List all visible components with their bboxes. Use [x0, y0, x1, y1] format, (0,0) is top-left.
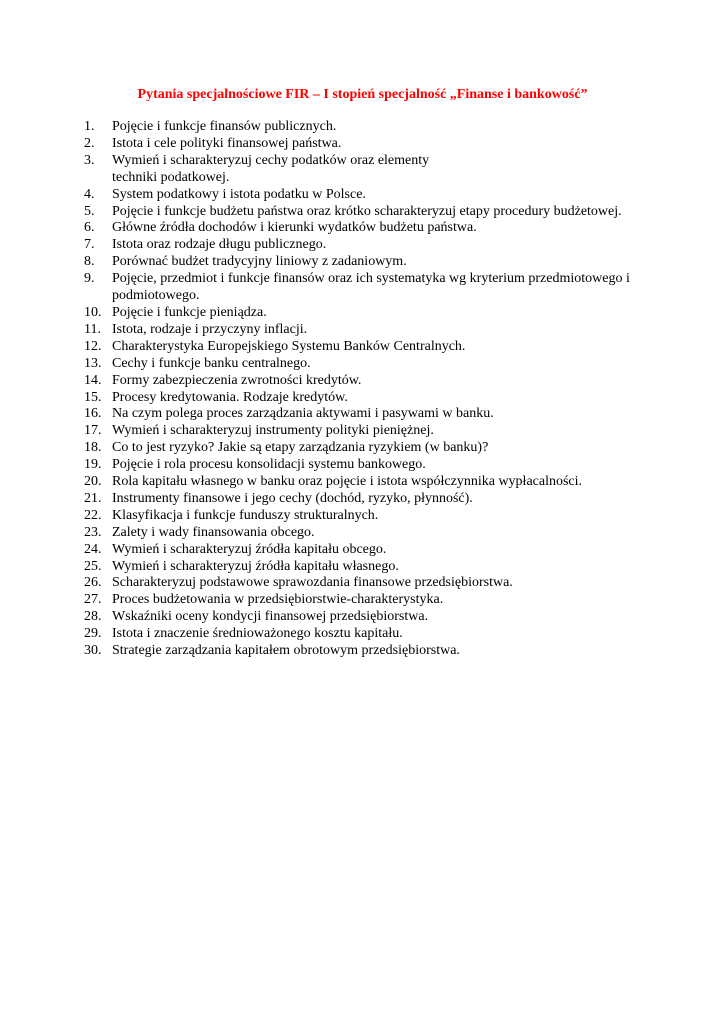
question-item: [84, 187, 664, 204]
question-item: [84, 271, 664, 305]
question-text: Pojęcie i funkcje finansów publicznych.: [112, 119, 337, 134]
question-number: 28.: [84, 609, 102, 625]
question-text: Pojęcie i funkcje pieniądza.: [112, 304, 267, 320]
question-text: Pojęcie, przedmiot i funkcje finansów oraz ich systematyka wg kryterium przedmiotowego i podmiotowego.: [112, 271, 630, 304]
question-number: 8.: [84, 254, 95, 270]
question-text: Istota oraz rodzaje długu publicznego.: [112, 237, 327, 253]
question-text: System podatkowy i istota podatku w Polsce.: [112, 186, 366, 202]
question-item: [84, 119, 664, 136]
question-item: [84, 322, 664, 339]
question-text: Istota i cele polityki finansowej państwa.: [112, 135, 342, 151]
question-number: 10.: [84, 304, 102, 320]
question-text: Istota, rodzaje i przyczyny inflacji.: [112, 321, 308, 337]
question-text: Proces budżetowania w przedsiębiorstwie-charakterystyka.: [112, 592, 444, 608]
question-number: 11.: [84, 321, 101, 337]
question-text: Pojęcie i funkcje budżetu państwa oraz krótko scharakteryzuj etapy procedury budżetowej.: [112, 203, 622, 219]
question-text: Wskaźniki oceny kondycji finansowej przedsiębiorstwa.: [112, 609, 429, 625]
question-item: [84, 373, 664, 390]
question-item: [84, 491, 664, 508]
question-item: [84, 305, 664, 322]
question-text: Wymień i scharakteryzuj cechy podatków oraz elementy techniki podatkowej.: [112, 152, 430, 185]
question-text: Istota i znaczenie średnioważonego kosztu kapitału.: [112, 626, 403, 642]
question-text: Wymień i scharakteryzuj źródła kapitału własnego.: [112, 558, 399, 574]
question-number: 3.: [84, 152, 95, 168]
question-item: [84, 406, 664, 423]
question-item: [84, 474, 664, 491]
question-text: Charakterystyka Europejskiego Systemu Banków Centralnych.: [112, 338, 466, 354]
question-text: Scharakteryzuj podstawowe sprawozdania finansowe przedsiębiorstwa.: [112, 575, 513, 591]
question-text: Pojęcie i rola procesu konsolidacji systemu bankowego.: [112, 457, 426, 473]
question-text: Klasyfikacja i funkcje funduszy strukturalnych.: [112, 507, 379, 523]
question-item: [84, 508, 664, 525]
question-item: [84, 339, 664, 356]
question-item: [84, 136, 664, 153]
question-item: [84, 423, 664, 440]
question-text: Rola kapitału własnego w banku oraz pojęcie i istota współczynnika wypłacalności.: [112, 474, 583, 490]
question-number: 14.: [84, 372, 102, 388]
question-text: Procesy kredytowania. Rodzaje kredytów.: [112, 389, 348, 405]
question-item: [84, 559, 664, 576]
question-number: 27.: [84, 592, 102, 608]
question-number: 19.: [84, 457, 102, 473]
question-text: Na czym polega proces zarządzania aktywami i pasywami w banku.: [112, 406, 494, 422]
question-number: 6.: [84, 220, 95, 236]
question-item: [84, 542, 664, 559]
question-text: Formy zabezpieczenia zwrotności kredytów.: [112, 372, 362, 388]
question-number: 18.: [84, 440, 102, 456]
question-number: 7.: [84, 237, 95, 253]
question-text: Wymień i scharakteryzuj instrumenty polityki pieniężnej.: [112, 423, 434, 439]
question-number: 12.: [84, 338, 102, 354]
question-item: [84, 220, 664, 237]
question-item: [84, 525, 664, 542]
document-title: Pytania specjalnościowe FIR – I stopień specjalność „Finanse i bankowość”: [137, 87, 588, 102]
question-number: 9.: [84, 271, 95, 287]
question-number: 1.: [84, 119, 95, 134]
question-number: 29.: [84, 626, 102, 642]
question-number: 22.: [84, 507, 102, 523]
question-number: 24.: [84, 541, 102, 557]
question-item: [84, 204, 664, 221]
question-number: 5.: [84, 203, 95, 219]
question-text: Cechy i funkcje banku centralnego.: [112, 355, 311, 371]
question-item: [84, 254, 664, 271]
question-number: 30.: [84, 643, 102, 659]
question-list: [84, 119, 664, 660]
question-text: Główne źródła dochodów i kierunki wydatków budżetu państwa.: [112, 220, 477, 236]
question-text: Instrumenty finansowe i jego cechy (dochód, ryzyko, płynność).: [112, 490, 473, 506]
question-number: 17.: [84, 423, 102, 439]
question-number: 23.: [84, 524, 102, 540]
question-number: 4.: [84, 186, 95, 202]
question-text: Porównać budżet tradycyjny liniowy z zadaniowym.: [112, 254, 407, 270]
question-item: [84, 626, 664, 643]
question-number: 26.: [84, 575, 102, 591]
question-text: Strategie zarządzania kapitałem obrotowym przedsiębiorstwa.: [112, 643, 460, 659]
question-item: [84, 440, 664, 457]
question-number: 13.: [84, 355, 102, 371]
question-number: 20.: [84, 474, 102, 490]
question-text: Wymień i scharakteryzuj źródła kapitału obcego.: [112, 541, 387, 557]
question-item: [84, 457, 664, 474]
question-item: [84, 153, 664, 187]
question-text: Zalety i wady finansowania obcego.: [112, 524, 315, 540]
question-item: [84, 390, 664, 407]
question-item: [84, 575, 664, 592]
question-number: 21.: [84, 490, 102, 506]
question-number: 2.: [84, 135, 95, 151]
question-item: [84, 643, 664, 660]
question-number: 25.: [84, 558, 102, 574]
question-text: Co to jest ryzyko? Jakie są etapy zarządzania ryzykiem (w banku)?: [112, 440, 489, 456]
question-item: [84, 237, 664, 254]
question-item: [84, 356, 664, 373]
question-item: [84, 592, 664, 609]
question-item: [84, 609, 664, 626]
question-number: 16.: [84, 406, 102, 422]
question-number: 15.: [84, 389, 102, 405]
